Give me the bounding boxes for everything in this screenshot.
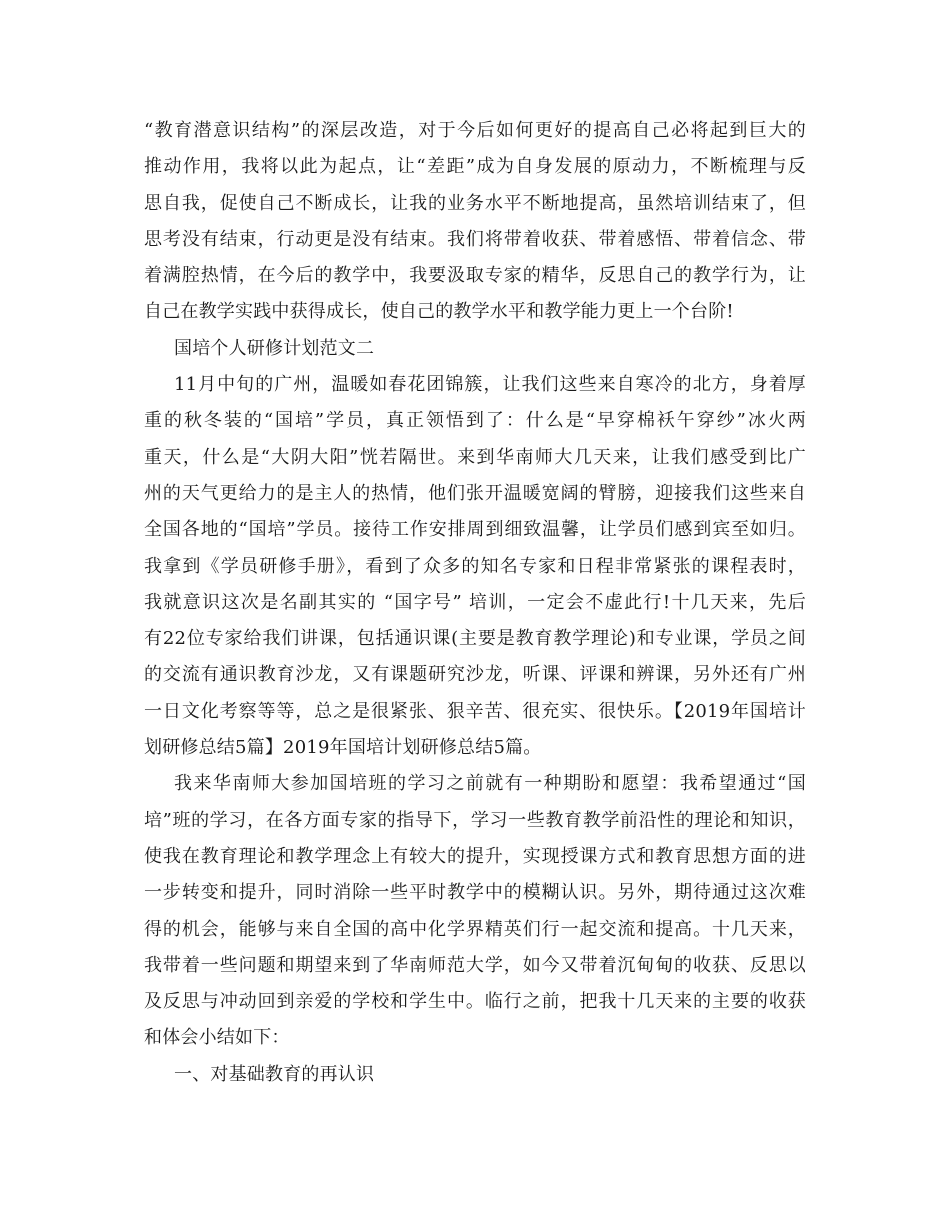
text-line: 划研修总结5篇】2019年国培计划研修总结5篇。 — [144, 737, 542, 759]
text-line: 州的天气更给力的是主人的热情，他们张开温暖宽阔的臂膀，迎接我们这些来自 — [144, 482, 806, 504]
text-line: 我带着一些问题和期望来到了华南师范大学，如今又带着沉甸甸的收获、反思以 — [144, 954, 806, 976]
text-line: 自己在教学实践中获得成长，使自己的教学水平和教学能力更上一个台阶! — [144, 301, 734, 323]
section-heading: 国培个人研修计划范文二 — [174, 337, 375, 359]
text-line: 我就意识这次是名副其实的 “国字号” 培训，一定会不虚此行!十几天来，先后 — [144, 591, 806, 613]
text-line: 及反思与冲动回到亲爱的学校和学生中。临行之前，把我十几天来的主要的收获 — [144, 991, 806, 1013]
text-line: 培”班的学习，在各方面专家的指导下，学习一些教育教学前沿性的理论和知识， — [144, 809, 806, 831]
text-line: 我来华南师大参加国培班的学习之前就有一种期盼和愿望：我希望通过“国 — [174, 773, 806, 795]
text-line: 和体会小结如下： — [144, 1027, 290, 1049]
document-body — [144, 113, 806, 1093]
text-line: 11月中旬的广州，温暖如春花团锦簇，让我们这些来自寒冷的北方，身着厚 — [174, 374, 806, 396]
text-line: 重天，什么是“大阴大阳”恍若隔世。来到华南师大几天来，让我们感受到比广 — [144, 446, 806, 468]
text-line: 全国各地的“国培”学员。接待工作安排周到细致温馨，让学员们感到宾至如归。 — [144, 519, 806, 541]
text-line: 有22位专家给我们讲课，包括通识课(主要是教育教学理论)和专业课，学员之间 — [144, 628, 806, 650]
text-line: 思考没有结束，行动更是没有结束。我们将带着收获、带着感悟、带着信念、带 — [144, 228, 806, 250]
text-line: 一日文化考察等等，总之是很紧张、狠辛苦、很充实、很快乐。【2019年国培计 — [144, 700, 806, 722]
text-line: 使我在教育理论和教学理念上有较大的提升，实现授课方式和教育思想方面的进 — [144, 845, 806, 867]
text-line: 着满腔热情，在今后的教学中，我要汲取专家的精华，反思自己的教学行为，让 — [144, 265, 806, 287]
text-line: 我拿到《学员研修手册》，看到了众多的知名专家和日程非常紧张的课程表时， — [144, 555, 806, 577]
section-heading: 一、对基础教育的再认识 — [174, 1063, 375, 1085]
text-line: 得的机会，能够与来自全国的高中化学界精英们行一起交流和提高。十几天来， — [144, 918, 806, 940]
text-line: 思自我，促使自己不断成长，让我的业务水平不断地提高，虽然培训结束了，但 — [144, 192, 806, 214]
text-line: 一步转变和提升，同时消除一些平时教学中的模糊认识。另外，期待通过这次难 — [144, 882, 806, 904]
text-line: 推动作用，我将以此为起点，让“差距”成为自身发展的原动力，不断梳理与反 — [144, 156, 806, 178]
text-line: 重的秋冬装的“国培”学员，真正领悟到了：什么是“早穿棉袄午穿纱”冰火两 — [144, 410, 806, 432]
text-line: “教育潜意识结构”的深层改造，对于今后如何更好的提高自己必将起到巨大的 — [144, 120, 806, 141]
text-line: 的交流有通识教育沙龙，又有课题研究沙龙，听课、评课和辨课，另外还有广州 — [144, 664, 806, 686]
